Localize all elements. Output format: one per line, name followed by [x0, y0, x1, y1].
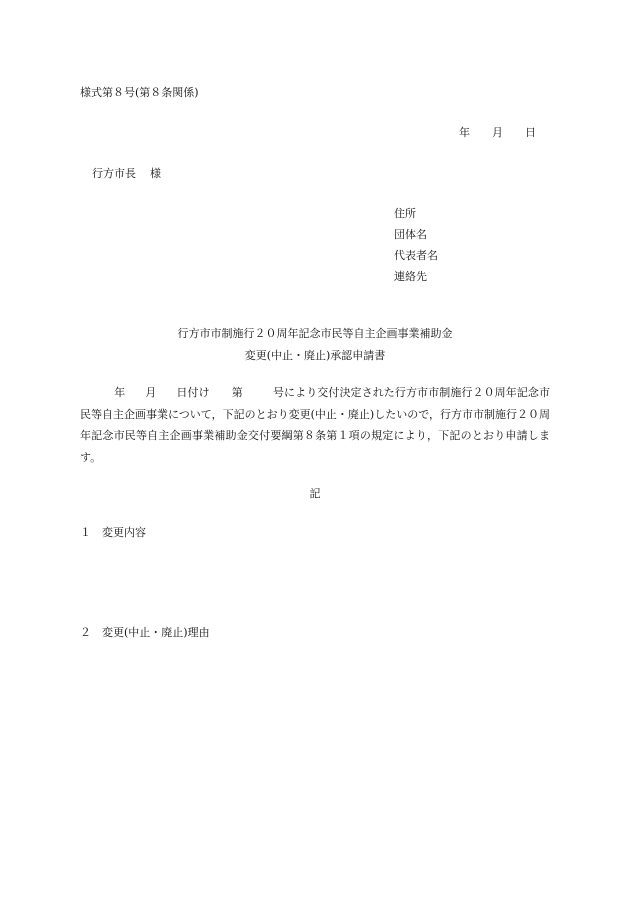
title-line-2: 変更(中止・廃止)承認申請書	[244, 349, 386, 362]
applicant-block	[394, 203, 438, 287]
group-name-label: 団体名	[394, 228, 427, 241]
item-label: 変更(中止・廃止)理由	[102, 626, 210, 639]
form-number: 様式第８号(第８条関係)	[80, 86, 199, 99]
addressee-honorific: 様	[150, 167, 161, 180]
body-month: 月	[145, 386, 157, 399]
item-number: １	[80, 526, 91, 539]
date-day-label: 日	[525, 126, 536, 139]
date-year-label: 年	[459, 126, 470, 139]
addressee	[92, 165, 161, 181]
address-label: 住所	[394, 207, 416, 220]
date-line	[459, 124, 536, 140]
body-text: 号により交付決定された行方市市制施行２０周年記念市民等自主企画事業について，下記のとおり変更(中止・廃止)したいので，行方市市制施行２０周年記念市民等自主企画事業補助金交付要綱第８条第１項の規定により，下記のとおり申請します。	[80, 386, 551, 464]
document-title	[0, 323, 630, 367]
addressee-name: 行方市長	[92, 167, 136, 180]
item-number: ２	[80, 626, 91, 639]
body-paragraph	[80, 382, 550, 468]
item-label: 変更内容	[102, 526, 146, 539]
ki-heading: 記	[309, 487, 321, 500]
body-year: 年	[114, 386, 126, 399]
item-change-details	[80, 524, 146, 540]
contact-label: 連絡先	[394, 270, 427, 283]
representative-label: 代表者名	[394, 249, 438, 262]
title-line-1: 行方市市制施行２０周年記念市民等自主企画事業補助金	[177, 327, 453, 340]
body-day-label: 日付け	[176, 386, 210, 399]
item-change-reason	[80, 624, 210, 640]
date-month-label: 月	[492, 126, 503, 139]
body-dai: 第	[231, 386, 243, 399]
